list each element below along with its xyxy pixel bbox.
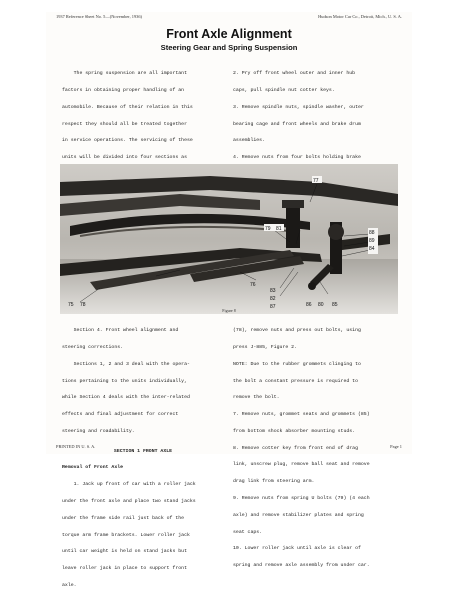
text-line: link, unscrew plug, remove ball seat and remove xyxy=(233,462,370,468)
subsection-heading: Removal of Front Axle xyxy=(62,465,124,471)
text-line: in service operations. The servicing of these xyxy=(62,138,193,144)
callout-86: 86 xyxy=(306,302,312,308)
text-line: 9. Remove nuts from spring U bolts (79) (4 each xyxy=(233,496,370,501)
page-footer xyxy=(56,444,402,452)
text-line: 4. Remove nuts from four bolts holding brake xyxy=(233,155,361,161)
callout-76: 76 xyxy=(250,282,256,288)
shock-absorber xyxy=(286,204,300,248)
callout-81: 81 xyxy=(276,226,282,232)
text-line: 10. Lower roller jack until axle is clear of xyxy=(233,546,361,552)
text-line: until car weight is held on stand jacks but xyxy=(62,549,187,555)
tie-rod-end xyxy=(308,282,316,290)
header-publication: 1937 Reference Sheet No. 5—(November, 1936) xyxy=(56,14,143,19)
text-line: 7. Remove nuts, grommet seats and grommets (85) xyxy=(233,412,370,418)
text-line: The spring suspension are all important xyxy=(62,71,187,77)
figure-caption: Figure 8 xyxy=(222,308,236,313)
callout-82: 82 xyxy=(270,296,276,302)
text-line: axle. xyxy=(62,582,77,588)
shock-bracket xyxy=(282,200,304,208)
text-line: drag link from steering arm. xyxy=(233,479,315,485)
text-line: effects and final adjustment for correct xyxy=(62,412,179,418)
text-line: steering corrections. xyxy=(62,344,124,350)
text-line: bearing cage and front wheels and brake drum xyxy=(233,121,361,127)
reference-sheet-page xyxy=(46,12,412,588)
page-subtitle: Steering Gear and Spring Suspension xyxy=(160,43,298,52)
callout-77: 77 xyxy=(313,178,319,184)
text-line: assemblies. xyxy=(233,138,265,144)
text-line: automobile. Because of their relation in this xyxy=(62,104,193,110)
page-title: Front Axle Alignment xyxy=(166,27,292,41)
text-line: 8. Remove cotter key from front end of drag xyxy=(233,445,358,451)
header-company: Hudson Motor Car Co., Detroit, Mich., U. S. A. xyxy=(318,14,402,19)
callout-78: 78 xyxy=(80,302,86,308)
text-line: caps, pull spindle nut cotter keys. xyxy=(233,87,335,93)
text-line: while Section 4 deals with the inter-related xyxy=(62,395,190,401)
callout-83: 83 xyxy=(270,288,276,294)
text-line: 2. Pry off front wheel outer and inner hub xyxy=(233,71,356,77)
footer-printed: PRINTED IN U. S. A. xyxy=(56,444,96,449)
text-line: axle) and remove stabilizer plates and spring xyxy=(233,512,364,518)
knuckle-boss xyxy=(328,224,344,240)
footer-page-number: Page 1 xyxy=(390,444,402,449)
text-line: the bolt a constant pressure is required to xyxy=(233,378,358,384)
text-line: steering and roadability. xyxy=(62,428,135,434)
text-line: under the front axle and place two stand jacks xyxy=(62,499,196,504)
text-line: torque arm frame brackets. Lower roller jack xyxy=(62,532,190,538)
page-header xyxy=(56,14,402,22)
callout-87: 87 xyxy=(270,304,276,310)
callout-75: 75 xyxy=(68,302,74,308)
text-line: units will be divided into four sections as xyxy=(62,155,187,161)
text-line: remove the bolt. xyxy=(233,395,280,401)
text-line: spring and remove axle assembly from under car. xyxy=(233,563,370,569)
callout-89: 89 xyxy=(369,238,375,244)
text-line: seat caps. xyxy=(233,529,263,535)
callout-88: 88 xyxy=(369,230,375,236)
front-axle-photo xyxy=(60,164,398,314)
text-line: factors in obtaining proper handling of an xyxy=(62,87,185,93)
text-line: Section 4. Front wheel alignment and xyxy=(62,328,179,334)
text-line: 1. Jack up front of car with a roller jack xyxy=(62,482,196,488)
text-line: press J-885, Figure 2. xyxy=(233,344,297,350)
text-line: 3. Remove spindle nuts, spindle washer, outer xyxy=(233,104,364,110)
text-line: leave roller jack in place to support front xyxy=(62,566,187,572)
section-heading: SECTION 1 FRONT AXLE xyxy=(113,448,173,454)
text-line: NOTE: Due to the rubber grommets clinging to xyxy=(233,361,361,367)
bottom-left-column xyxy=(62,317,224,600)
text-line: from bottom shock absorber mounting studs. xyxy=(233,428,356,434)
text-line: respect they should all be treated together xyxy=(62,121,187,127)
text-line: tions pertaining to the units individually, xyxy=(62,378,187,384)
callout-79: 79 xyxy=(265,226,271,232)
text-line: under the frame side rail just back of the xyxy=(62,515,185,521)
callout-84: 84 xyxy=(369,246,375,252)
text-line: (78), remove nuts and press out bolts, using xyxy=(233,328,361,334)
text-line: Sections 1, 2 and 3 deal with the opera- xyxy=(62,361,190,367)
callout-85: 85 xyxy=(332,302,338,308)
callout-80: 80 xyxy=(318,302,324,308)
